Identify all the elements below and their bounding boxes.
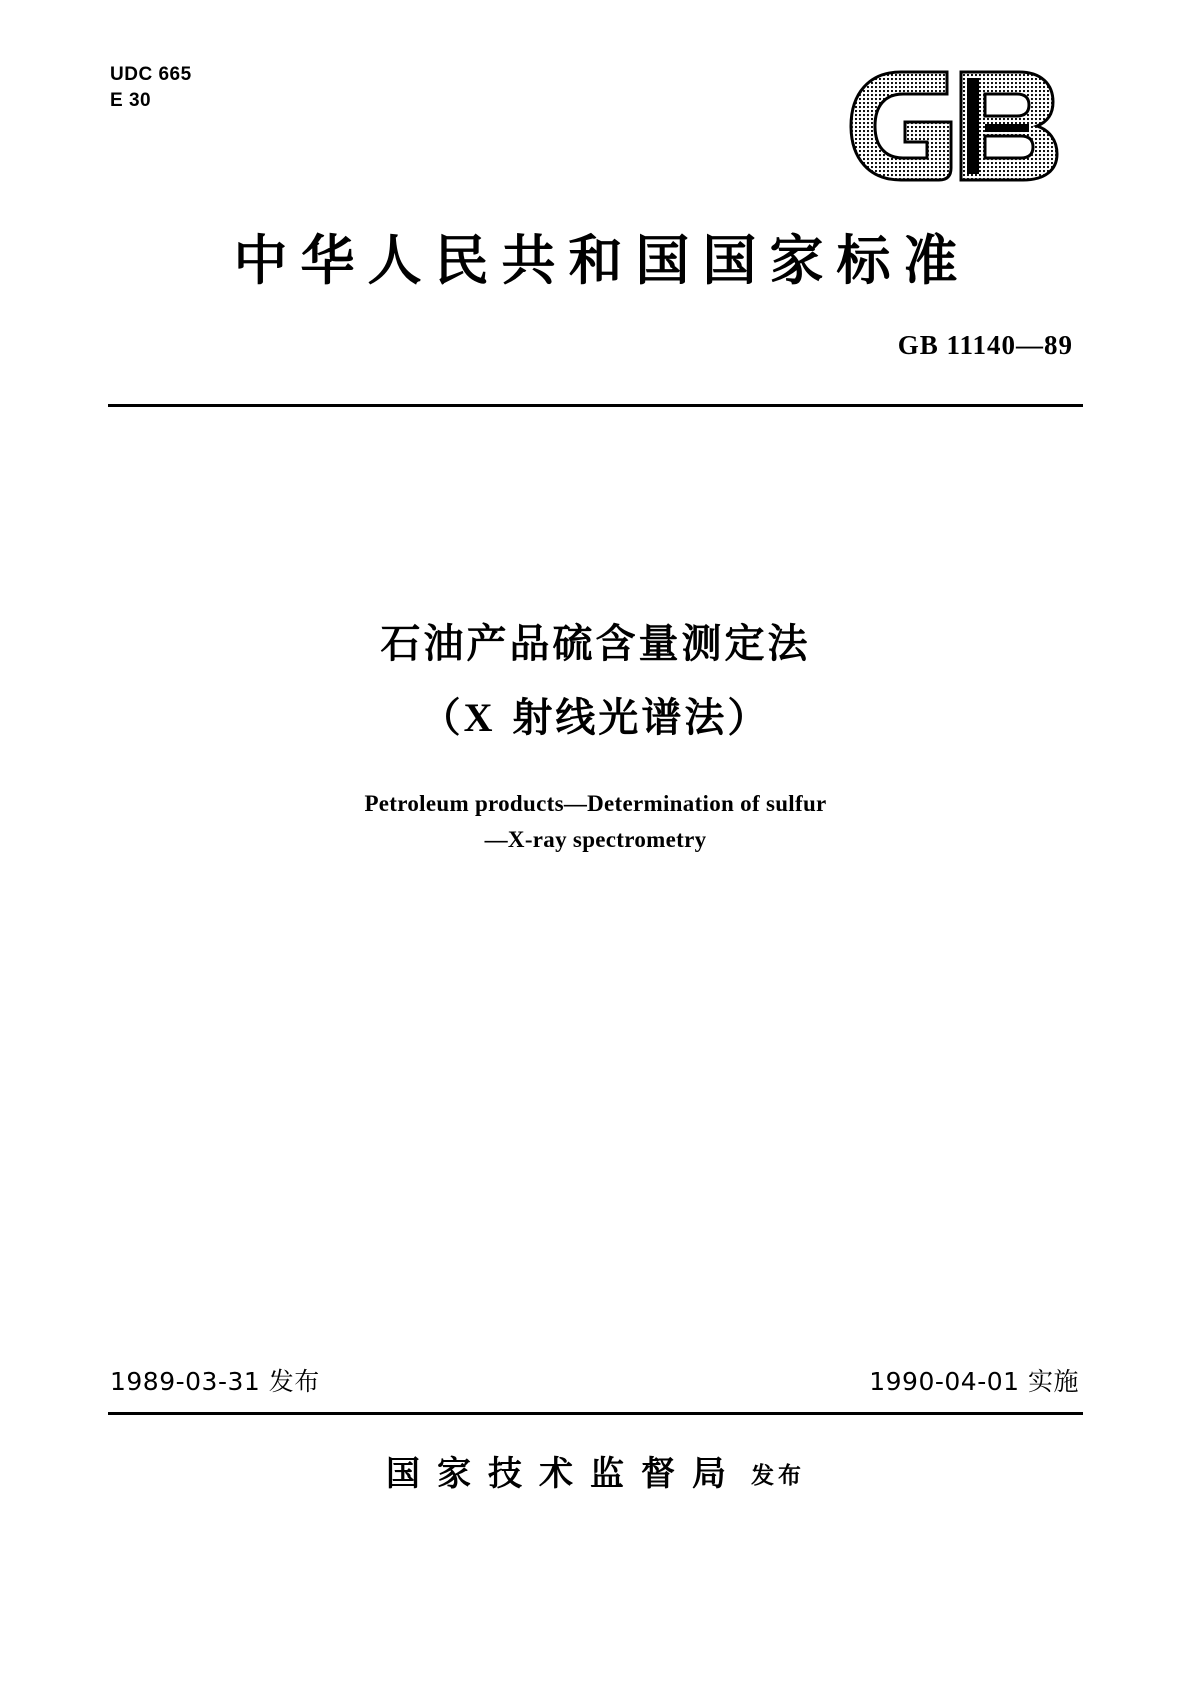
title-cn-line2-rest: 射线光谱法） — [495, 695, 771, 741]
publisher-organization: 国家技术监督局 — [386, 1454, 743, 1494]
document-title-cn-line1: 石油产品硫含量测定法 — [380, 621, 811, 667]
publisher — [0, 1446, 1191, 1495]
udc-classification — [110, 62, 192, 114]
issue-date: 1989-03-31 发布 — [110, 1367, 320, 1396]
udc-line-1: UDC 665 — [110, 64, 192, 85]
document-title-cn — [0, 612, 1191, 750]
header-divider — [108, 404, 1083, 407]
effective-date: 1990-04-01 实施 — [869, 1367, 1079, 1396]
footer-divider — [108, 1412, 1083, 1415]
standard-number: GB 11140—89 — [897, 330, 1073, 360]
national-standard-title: 中华人民共和国国家标准 — [233, 229, 971, 292]
title-paren-open: （ — [420, 695, 464, 741]
document-title-cn-line2 — [0, 686, 1191, 750]
document-title-en — [0, 786, 1191, 858]
udc-line-2: E 30 — [110, 90, 152, 111]
document-title-en-line2: —X-ray spectrometry — [484, 827, 707, 852]
publisher-verb: 发布 — [751, 1463, 805, 1489]
document-title-en-line1: Petroleum products—Determination of sulfur — [364, 791, 827, 816]
title-x-letter: X — [463, 695, 496, 740]
gb-logo-icon — [843, 66, 1073, 186]
